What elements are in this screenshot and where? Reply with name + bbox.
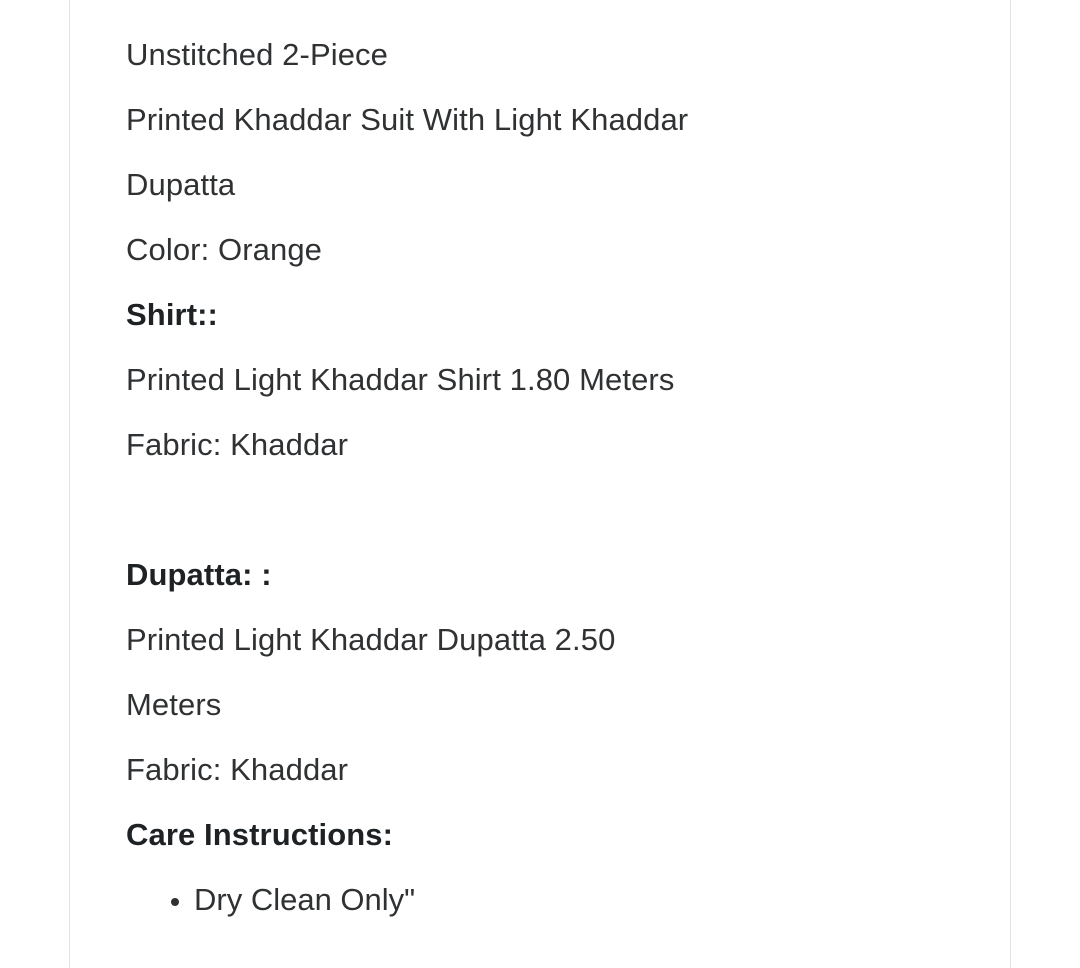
- column-rule-left: [69, 0, 70, 968]
- list-item: • Dry Clean Only": [194, 867, 986, 932]
- dupatta-heading: Dupatta: :: [126, 557, 272, 592]
- dupatta-detail-line-3: Fabric: Khaddar: [126, 752, 349, 787]
- description-line-3: Dupatta: [126, 167, 236, 202]
- care-instructions-list: [126, 867, 986, 932]
- description-content: [126, 22, 986, 932]
- section-spacer: [126, 477, 986, 542]
- dupatta-detail-line-1: Printed Light Khaddar Dupatta 2.50: [126, 622, 616, 657]
- color-line: Color: Orange: [126, 232, 323, 267]
- dupatta-detail-line-2: Meters: [126, 687, 222, 722]
- description-line-2: Printed Khaddar Suit With Light Khaddar: [126, 102, 689, 137]
- description-line-1: Unstitched 2-Piece: [126, 37, 388, 72]
- shirt-heading: Shirt::: [126, 297, 218, 332]
- column-rule-right: [1010, 0, 1011, 968]
- shirt-detail-line-2: Fabric: Khaddar: [126, 427, 349, 462]
- shirt-detail-line-1: Printed Light Khaddar Shirt 1.80 Meters: [126, 362, 675, 397]
- care-instructions-heading: Care Instructions:: [126, 817, 394, 852]
